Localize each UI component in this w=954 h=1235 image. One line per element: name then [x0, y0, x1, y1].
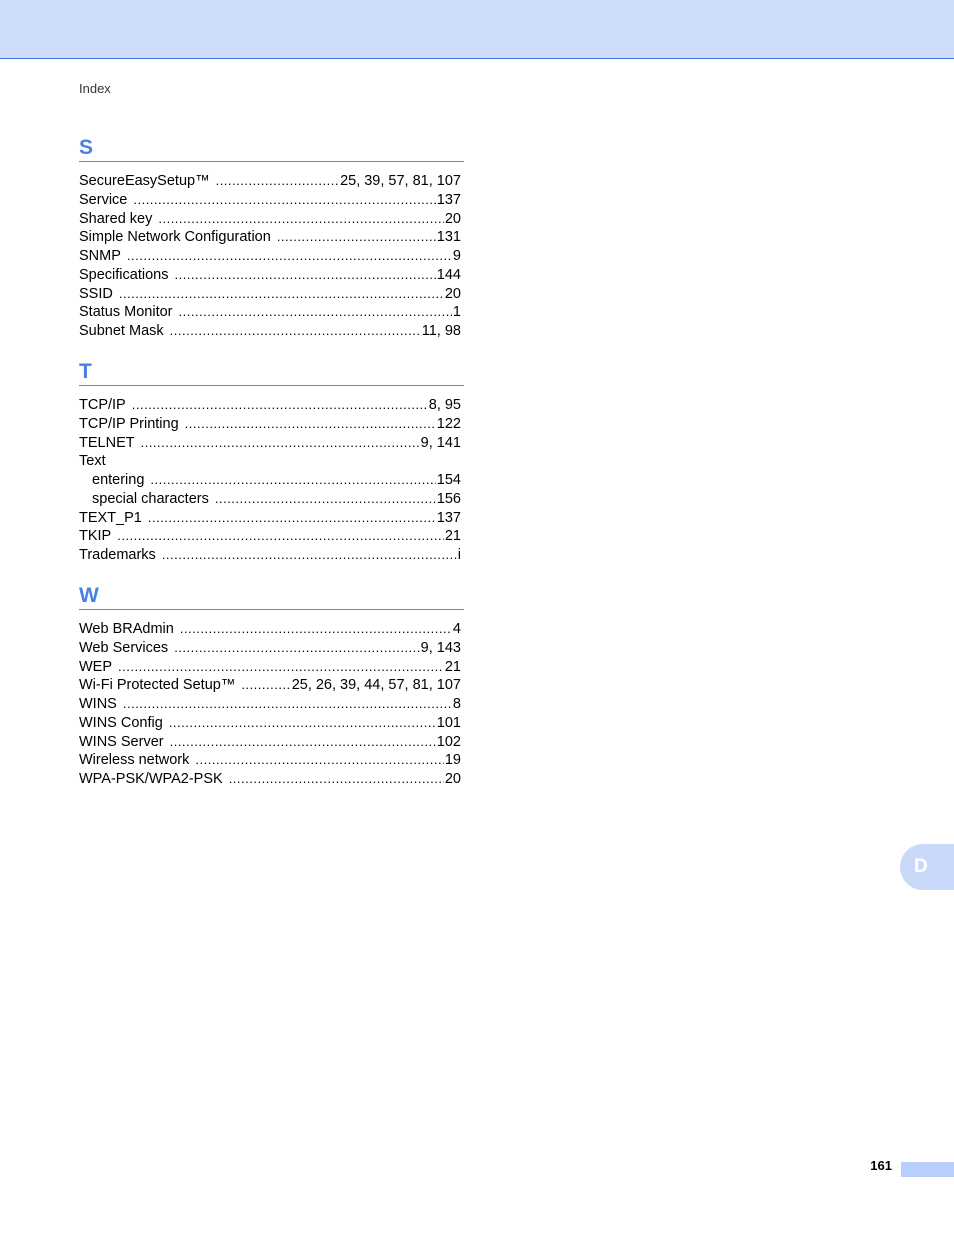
dot-leader: [241, 676, 290, 695]
entry-term: Trademarks: [79, 547, 156, 563]
dot-leader: [169, 714, 436, 733]
entry-pages: 19: [444, 752, 461, 769]
dot-leader: [118, 658, 444, 677]
entry-pages: 21: [444, 528, 461, 545]
entry-term: SecureEasySetup™: [79, 173, 210, 189]
dot-leader: [150, 471, 435, 490]
entry-pages: 11, 98: [421, 323, 461, 339]
index-entry: [79, 620, 464, 639]
index-entry: [79, 266, 464, 285]
index-entry: [79, 751, 464, 770]
index-entry: [79, 676, 464, 695]
appendix-side-tab: D: [900, 844, 954, 890]
entry-pages: 8, 95: [428, 397, 461, 413]
index-entry: [79, 434, 464, 453]
dot-leader: [148, 509, 436, 528]
entry-pages: 20: [444, 210, 461, 227]
index-entry: [79, 285, 464, 304]
entry-term: Shared key: [79, 210, 153, 227]
index-entry: [79, 733, 464, 752]
dot-leader: [132, 396, 428, 415]
entry-term: WPA-PSK/WPA2-PSK: [79, 771, 223, 787]
entry-pages: 154: [436, 472, 461, 488]
dot-leader: [229, 770, 444, 789]
entry-term: TEXT_P1: [79, 509, 142, 526]
index-entry-heading: [79, 452, 464, 471]
index-subentry: [79, 490, 464, 509]
section-letter: S: [79, 134, 464, 162]
entry-pages: 9: [452, 248, 461, 264]
index-entry: [79, 546, 464, 565]
entry-term: TELNET: [79, 434, 135, 451]
top-header-band: [0, 0, 954, 59]
entry-term: TCP/IP: [79, 397, 126, 413]
index-section-t: [79, 358, 464, 565]
running-header-title: Index: [79, 81, 111, 96]
entry-term: WEP: [79, 658, 113, 675]
index-entry: [79, 303, 464, 322]
index-entry: [79, 714, 464, 733]
entry-term: Status Monitor: [79, 304, 173, 321]
entry-pages: 137: [436, 191, 461, 208]
index-entry: [79, 658, 464, 677]
entry-term: Web BRAdmin: [79, 621, 174, 637]
entry-term: SNMP: [79, 248, 121, 264]
dot-leader: [119, 285, 444, 304]
entry-pages: 156: [436, 490, 461, 507]
page-number: 161: [870, 1158, 892, 1173]
dot-leader: [277, 228, 436, 247]
index-entry: [79, 191, 464, 210]
entry-pages: 102: [436, 733, 461, 750]
entry-term: Subnet Mask: [79, 323, 164, 339]
index-subentry: [79, 471, 464, 490]
dot-leader: [215, 490, 436, 509]
index-entry: [79, 247, 464, 266]
entry-term: TKIP: [79, 528, 112, 545]
index-entry: [79, 172, 464, 191]
dot-leader: [158, 210, 444, 229]
index-entry: [79, 396, 464, 415]
index-entry: [79, 210, 464, 229]
entry-pages: i: [457, 547, 461, 563]
entry-pages: 137: [436, 509, 461, 526]
dot-leader: [179, 303, 452, 322]
index-entry: [79, 228, 464, 247]
dot-leader: [170, 322, 421, 341]
entry-pages: 9, 143: [420, 639, 461, 656]
entry-term: SSID: [79, 285, 113, 302]
entry-term: Text: [79, 453, 106, 470]
index-entry: [79, 770, 464, 789]
dot-leader: [123, 695, 452, 714]
dot-leader: [170, 733, 436, 752]
index-entry: [79, 415, 464, 434]
entry-term: Wireless network: [79, 752, 190, 769]
entry-term: entering: [92, 472, 145, 488]
entry-pages: 131: [436, 229, 461, 246]
dot-leader: [133, 191, 435, 210]
index-section-w: [79, 582, 464, 789]
dot-leader: [141, 434, 420, 453]
dot-leader: [117, 527, 444, 546]
index-section-s: [79, 134, 464, 341]
section-letter: W: [79, 582, 464, 610]
index-entry: [79, 527, 464, 546]
dot-leader: [127, 247, 452, 266]
entry-term: Simple Network Configuration: [79, 229, 271, 246]
index-entry: [79, 695, 464, 714]
entry-pages: 144: [436, 266, 461, 283]
entry-term: WINS Server: [79, 733, 164, 750]
entry-pages: 20: [444, 771, 461, 787]
entry-term: Web Services: [79, 639, 169, 656]
entry-pages: 4: [452, 621, 461, 637]
entry-term: WINS: [79, 696, 117, 712]
dot-leader: [162, 546, 457, 565]
entry-term: Wi-Fi Protected Setup™: [79, 677, 236, 694]
entry-pages: 1: [452, 304, 461, 321]
entry-term: TCP/IP Printing: [79, 415, 179, 432]
entry-term: Service: [79, 191, 128, 208]
entry-pages: 25, 39, 57, 81, 107: [340, 173, 461, 189]
entry-term: special characters: [92, 490, 209, 507]
index-entry: [79, 639, 464, 658]
dot-leader: [195, 751, 443, 770]
entry-pages: 101: [436, 714, 461, 731]
dot-leader: [174, 266, 435, 285]
dot-leader: [174, 639, 419, 658]
entry-term: WINS Config: [79, 714, 163, 731]
entry-pages: 122: [436, 415, 461, 432]
page-number-bar: [901, 1162, 954, 1177]
entry-pages: 9, 141: [420, 434, 461, 451]
dot-leader: [216, 172, 339, 191]
entry-pages: 20: [444, 285, 461, 302]
section-letter: T: [79, 358, 464, 386]
index-entry: [79, 509, 464, 528]
entry-pages: 21: [444, 658, 461, 675]
index-entry: [79, 322, 464, 341]
dot-leader: [180, 620, 452, 639]
entry-term: Specifications: [79, 266, 169, 283]
entry-pages: 25, 26, 39, 44, 57, 81, 107: [291, 677, 461, 694]
entry-pages: 8: [452, 696, 461, 712]
dot-leader: [185, 415, 436, 434]
